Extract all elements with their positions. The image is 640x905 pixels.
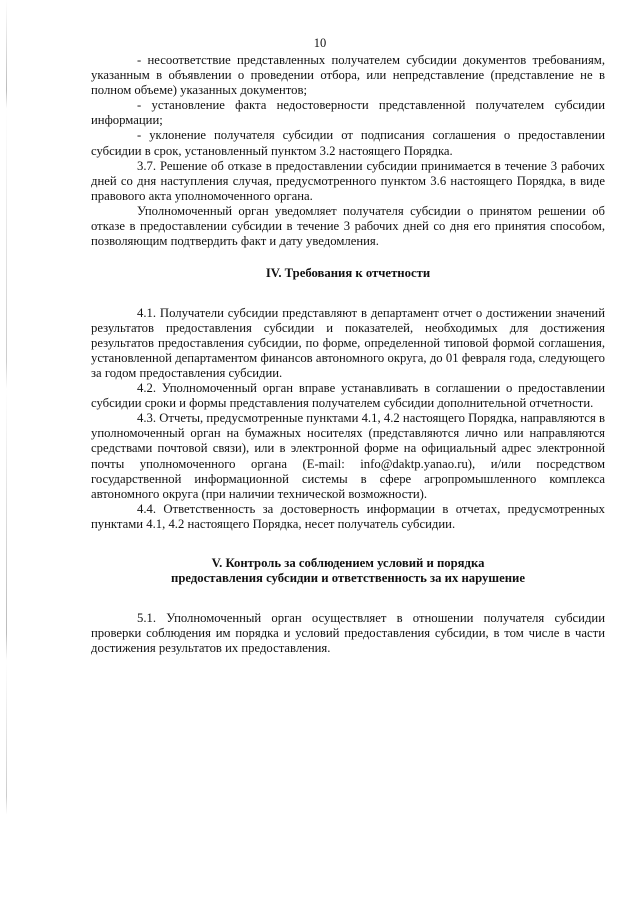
paragraph-document-mismatch: - несоответствие представленных получателем субсидии документов требованиям, указанным в объявлении о проведении отбора, или непредставление (представление не в полном объеме) указанных документов; <box>91 53 605 98</box>
paragraph-3-7: 3.7. Решение об отказе в предоставлении субсидии принимается в течение 3 рабочих дней со дня наступления случая, предусмотренного пунктом 3.6 настоящего Порядка, в виде правового акта уполномоченного органа. <box>91 158 605 203</box>
paragraph-4-2: 4.2. Уполномоченный орган вправе устанавливать в соглашении о предоставлении субсидии сроки и формы представления получателем субсидии дополнительной отчетности. <box>91 381 605 411</box>
paragraph-4-4: 4.4. Ответственность за достоверность информации в отчетах, предусмотренных пунктами 4.1, 4.2 настоящего Порядка, несет получатель субсидии. <box>91 501 605 531</box>
page-number: 10 <box>313 36 327 50</box>
document-body <box>91 53 605 656</box>
paragraph-4-3: 4.3. Отчеты, предусмотренные пунктами 4.1, 4.2 настоящего Порядка, направляются в уполномоченный орган на бумажных носителях (представляются лично или направляются средствами почтовой связи), или в электронной форме на официальный адрес электронной почты уполномоченного органа (E-mail: info@daktp.yanao.ru), и/или посредством государственной информационной системы в сфере агропромышленного комплекса автономного округа (при наличии технической возможности). <box>91 411 605 501</box>
scan-margin-mark <box>6 0 7 905</box>
paragraph-4-1: 4.1. Получатели субсидии представляют в департамент отчет о достижении значений результатов предоставления субсидии и показателей, необходимых для достижения результатов предоставления субсидии, по форме, определенной типовой формой соглашения, установленной департаментом финансов автономного округа, до 01 февраля года, следующего за годом предоставления субсидии. <box>91 305 605 380</box>
section-5-heading-line1: V. Контроль за соблюдением условий и порядка <box>211 556 485 571</box>
section-4-heading: IV. Требования к отчетности <box>265 266 431 281</box>
section-5-heading-line2: предоставления субсидии и ответственность за их нарушение <box>171 571 525 586</box>
paragraph-notification: Уполномоченный орган уведомляет получателя субсидии о принятом решении об отказе в предоставлении субсидии в течение 3 рабочих дней со дня его принятия способом, позволяющим подтвердить факт и дату уведомления. <box>91 203 605 249</box>
paragraph-false-information: - установление факта недостоверности представленной получателем субсидии информации; <box>91 98 605 128</box>
paragraph-5-1: 5.1. Уполномоченный орган осуществляет в отношении получателя субсидии проверки соблюдения им порядка и условий предоставления субсидии, в том числе в части достижения результатов их предоставления. <box>91 610 605 656</box>
paragraph-agreement-evasion: - уклонение получателя субсидии от подписания соглашения о предоставлении субсидии в срок, установленный пунктом 3.2 настоящего Порядка. <box>91 128 605 158</box>
